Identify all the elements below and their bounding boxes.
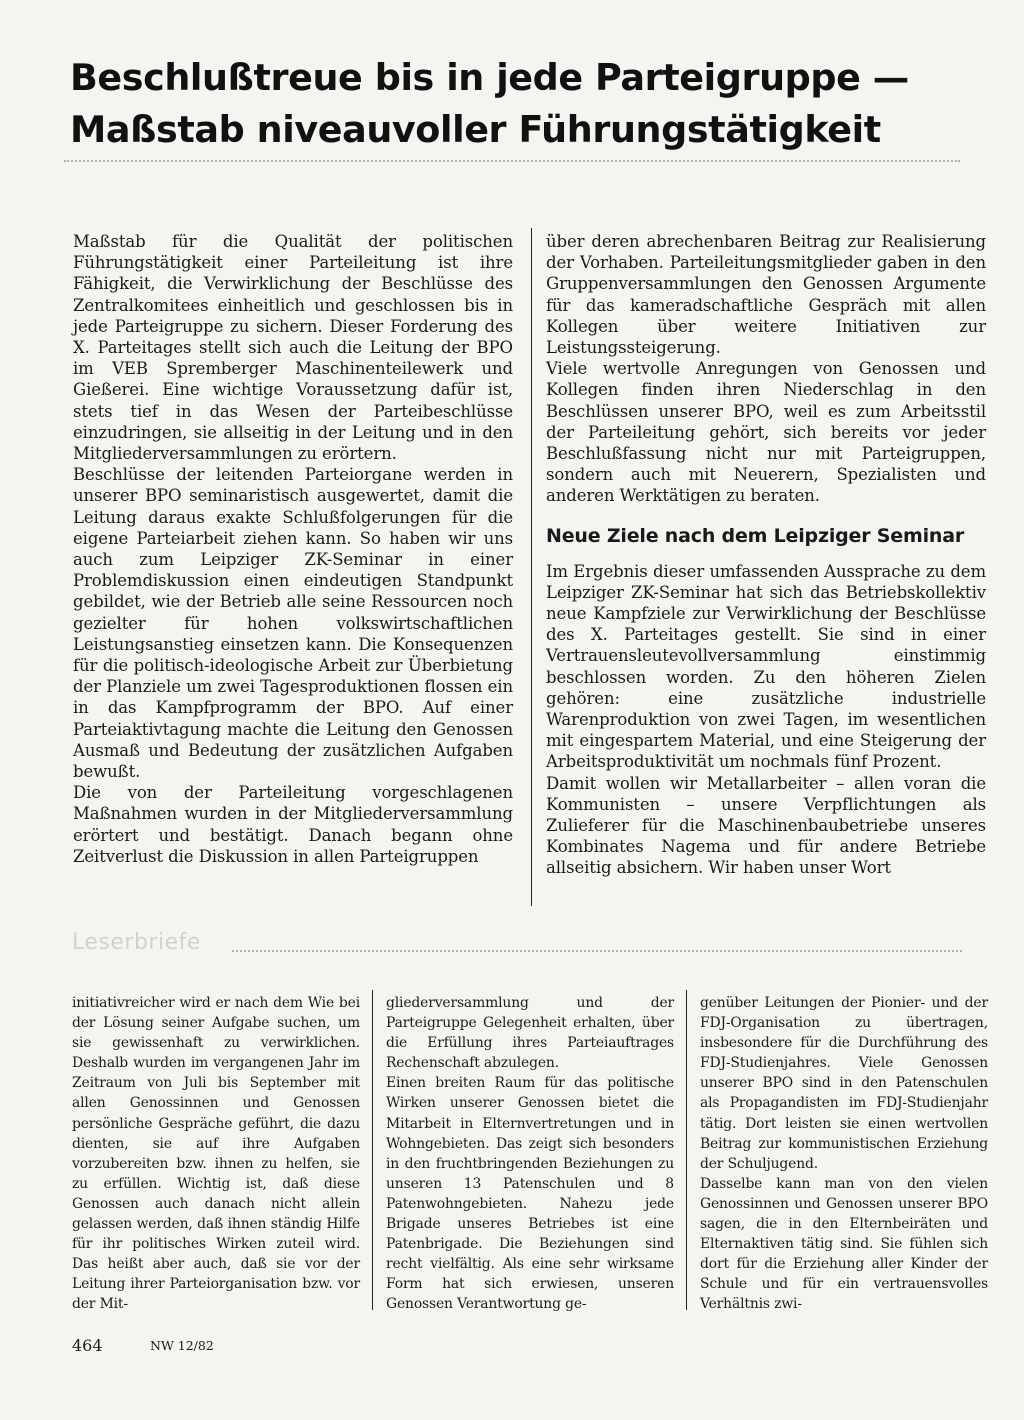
paragraph: initiativreicher wird er nach dem Wie bei der Lösung seiner Aufgabe suchen, um sie gewissenhaft zu verwirklichen. Deshalb wurden im vergangenen Jahr im Zeitraum von Juli bis September mit allen Genossinnen und Genossen persönliche Gespräche geführt, die dazu dienten, sie auf ihre Aufgaben vorzubereiten bzw. ihnen zu helfen, sie zu erfüllen. Wichtig ist, daß diese Genossen auch danach nicht allein gelassen werden, daß ihnen ständig Hilfe für ihr politisches Wirken zuteil wird. Das heißt aber auch, daß sie vor der Leitung ihrer Parteiorganisation bzw. vor der Mit- <box>72 995 360 1313</box>
section-label-leserbriefe: Leserbriefe <box>72 930 201 955</box>
paragraph: Maßstab für die Qualität der politischen Führungstätigkeit einer Parteileitung ist ihre Fähigkeit, die Verwirklichung der Beschlüsse des Zentralkomitees einheitlich und geschlossen bis in jede Parteigruppe zu sichern. Dieser Forderung des X. Parteitages stellt sich auch die Leitung der BPO im VEB Spremberger Maschinenteilewerk und Gießerei. Eine wichtige Voraussetzung dafür ist, stets tief in das Wesen der Parteibeschlüsse einzudringen, sie allseitig in der Leitung und in den Mitgliederversammlungen zu erörtern. <box>73 232 513 464</box>
section-subheading: Neue Ziele nach dem Leipziger Seminar <box>546 524 965 547</box>
paragraph: genüber Leitungen der Pionier- und der FDJ-Organisation zu übertragen, insbesondere für die Durchführung des FDJ-Studienjahres. Viele Genossen unserer BPO sind in den Patenschulen als Propagandisten im FDJ-Studienjahr tätig. Dort leisten sie einen wertvollen Beitrag zur kommunistischen Erziehung der Schuljugend. <box>700 995 988 1172</box>
headline-line-2: Maßstab niveauvoller Führungstätigkeit <box>70 108 881 151</box>
page-number: 464 <box>72 1336 103 1355</box>
column-divider <box>531 228 532 906</box>
paragraph: Im Ergebnis dieser umfassenden Aussprache zu dem Leipziger ZK-Seminar hat sich das Betriebskollektiv neue Kampfziele zur Verwirklichung der Beschlüsse des X. Parteitages gestellt. Sie sind in einer Vertrauensleutevollversammlung einstimmig beschlossen worden. Zu den höheren Zielen gehören: eine zusätzliche industrielle Warenproduktion von zwei Tagen, im wesentlichen mit eingespartem Material, und eine Steigerung der Arbeitsproduktivität um nochmals fünf Prozent. <box>546 561 986 772</box>
paragraph: Die von der Parteileitung vorgeschlagenen Maßnahmen wurden in der Mitgliederversammlung erörtert und bestätigt. Danach begann ohne Zeitverlust die Diskussion in allen Parteigruppen <box>73 783 513 866</box>
lower-column-1 <box>72 993 360 1315</box>
article-column-1 <box>73 231 513 867</box>
lower-column-2 <box>386 993 674 1315</box>
paragraph: Beschlüsse der leitenden Parteiorgane werden in unserer BPO seminaristisch ausgewertet, damit die Leitung daraus exakte Schlußfolgerungen für die eigene Parteiarbeit ziehen kann. So haben wir uns auch zum Leipziger ZK-Seminar in einer Problemdiskussion einen eindeutigen Standpunkt gebildet, wie der Betrieb alle seine Ressourcen noch gezielter für hohen volkswirtschaftlichen Leistungsanstieg einsetzen kann. Die Konsequenzen für die politisch-ideologische Arbeit zur Überbietung der Planziele um zwei Tagesproduktionen flossen ein in das Kampfprogramm der BPO. Auf einer Parteiaktivtagung machte die Leitung den Genossen Ausmaß und Bedeutung der zusätzlichen Aufgaben bewußt. <box>73 465 513 782</box>
paragraph: gliederversammlung und der Parteigruppe Gelegenheit erhalten, über die Erfüllung ihres Parteiauftrages Rechenschaft abzulegen. <box>386 995 674 1072</box>
header-divider <box>64 160 960 162</box>
issue-label: NW 12/82 <box>150 1338 214 1353</box>
column-divider <box>372 990 373 1310</box>
paragraph: über deren abrechenbaren Beitrag zur Realisierung der Vorhaben. Parteileitungsmitglieder gaben in den Gruppenversammlungen den Genossen Argumente für das kameradschaftliche Gespräch mit allen Kollegen über weitere Initiativen zur Leistungssteigerung. <box>546 232 986 358</box>
lower-column-3 <box>700 993 988 1315</box>
paragraph: Damit wollen wir Metallarbeiter – allen voran die Kommunisten – unsere Verpflichtungen als Zulieferer für die Maschinenbaubetriebe unseres Kombinates Nagema und für andere Betriebe allseitig absichern. Wir haben unser Wort <box>546 773 986 878</box>
paragraph: Viele wertvolle Anregungen von Genossen und Kollegen finden ihren Niederschlag in den Beschlüssen unserer BPO, weil es zum Arbeitsstil der Parteileitung gehört, sich bereits vor jeder Beschlußfassung nicht nur mit Parteigruppen, sondern auch mit Neuerern, Spezialisten und anderen Werktätigen zu beraten. <box>546 359 986 506</box>
article-column-2 <box>546 231 986 879</box>
section-divider <box>232 950 962 952</box>
paragraph: Dasselbe kann man von den vielen Genossinnen und Genossen unserer BPO sagen, die in den Elternbeiräten und Elternaktiven tätig sind. Sie fühlen sich dort für die Erziehung aller Kinder der Schule und für ein vertrauensvolles Verhältnis zwi- <box>700 1175 988 1313</box>
headline-line-1: Beschlußtreue bis in jede Parteigruppe — <box>70 56 909 99</box>
column-divider <box>686 990 687 1310</box>
paragraph: Einen breiten Raum für das politische Wirken unserer Genossen bietet die Mitarbeit in Elternvertretungen und in Wohngebieten. Das zeigt sich besonders in den fruchtbringenden Beziehungen zu unseren 13 Patenschulen und 8 Patenwohngebieten. Nahezu jede Brigade unseres Betriebes ist eine Patenbrigade. Die Beziehungen sind recht vielfältig. Als eine sehr wirksame Form hat sich erwiesen, unseren Genossen Verantwortung ge- <box>386 1075 674 1313</box>
article-headline <box>70 52 970 156</box>
